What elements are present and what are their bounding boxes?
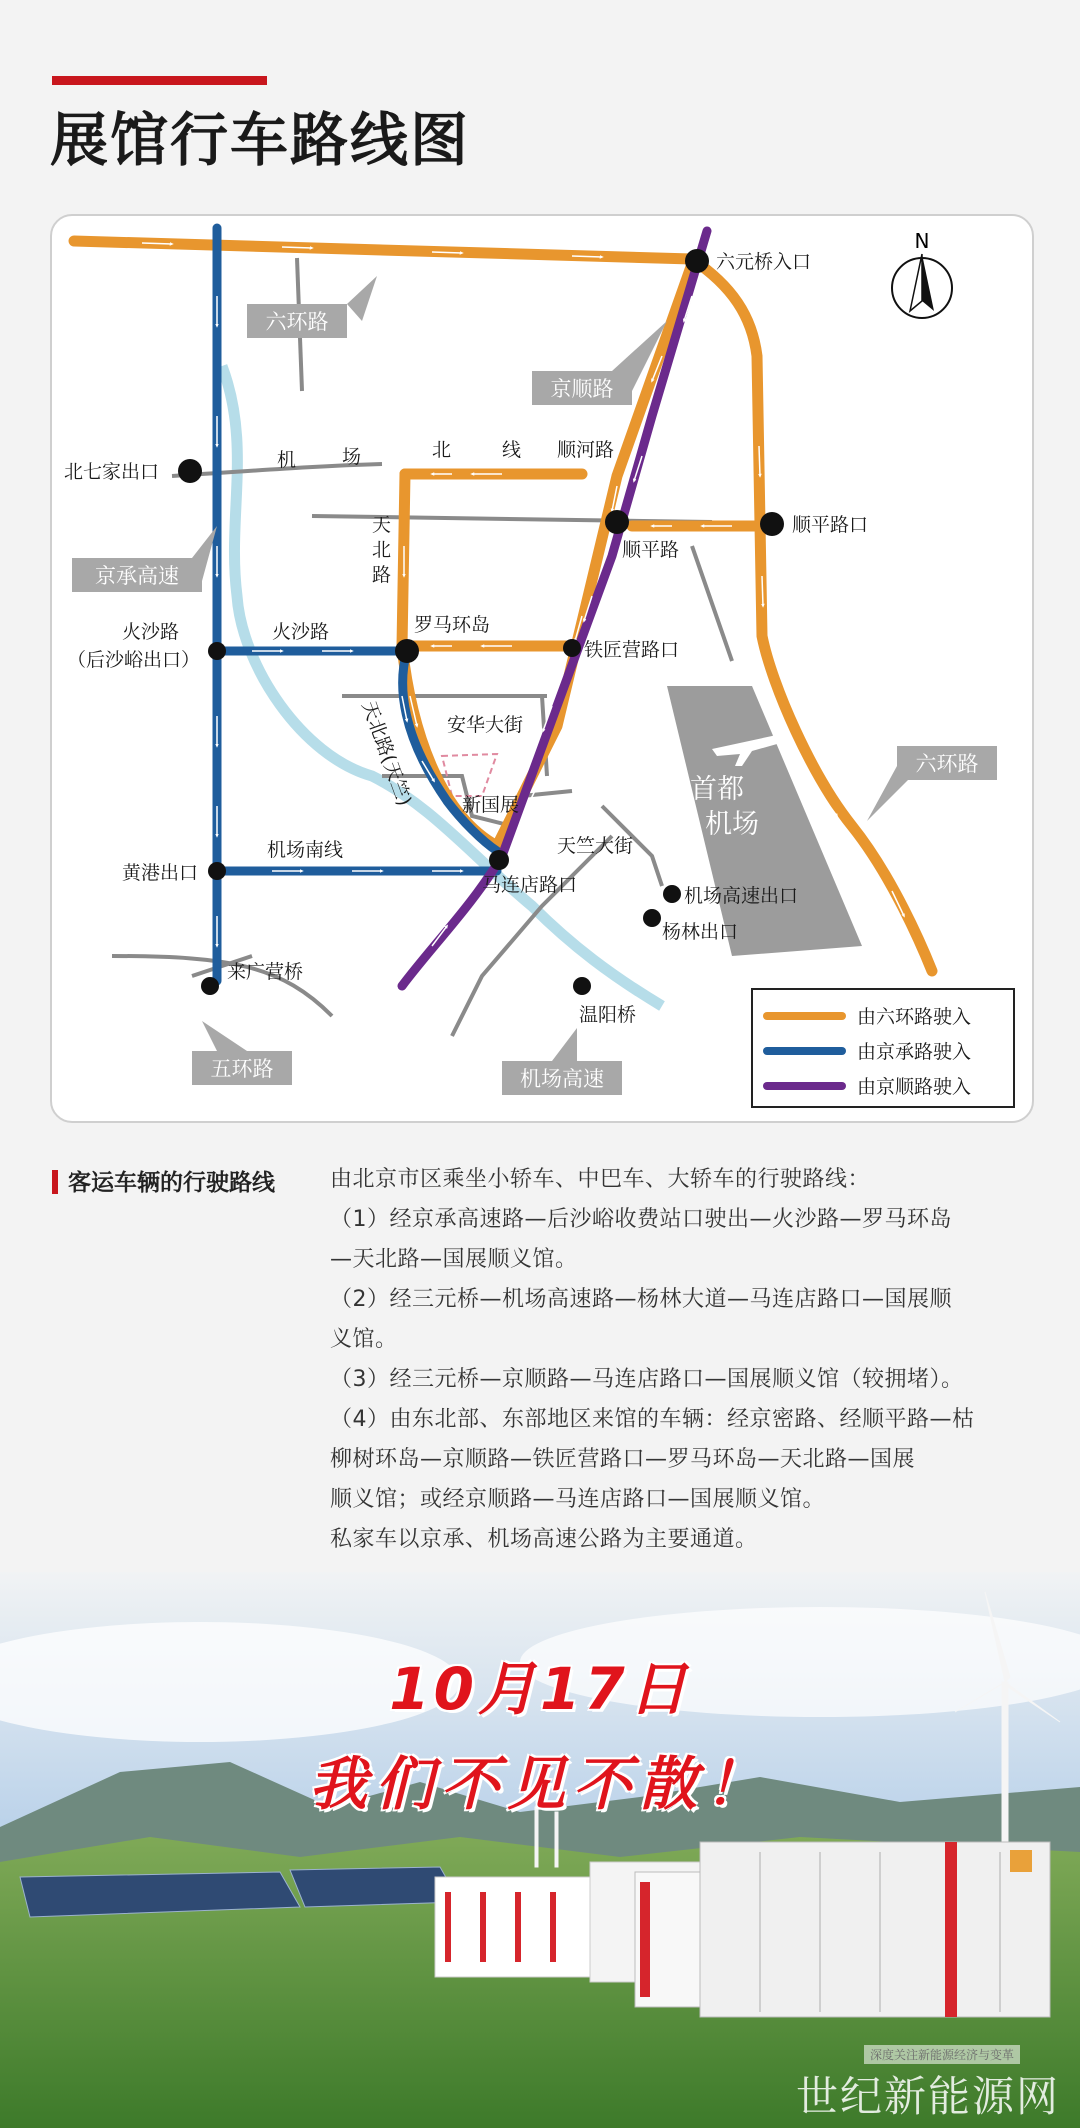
route-line: 顺义馆；或经京顺路—马连店路口—国展顺义馆。	[330, 1487, 826, 1512]
route-line: （3）经三元桥—京顺路—马连店路口—国展顺义馆（较拥堵）。	[330, 1367, 964, 1392]
page-title: 展馆行车路线图	[50, 106, 471, 174]
label-anhua: 安华大街	[447, 714, 524, 736]
label-laiguangying: 来广营桥	[227, 961, 304, 983]
label-huosha-road: 火沙路	[272, 621, 330, 643]
watermark-logo: 世纪新能源网	[795, 2072, 1060, 2121]
label-tianzhu: 天竺大街	[557, 835, 634, 857]
section-heading: 客运车辆的行驶路线	[68, 1170, 275, 1196]
label-airport-north-2: 场	[342, 446, 362, 468]
label-airport-south: 机场南线	[267, 839, 344, 861]
route-line: （2）经三元桥—机场高速路—杨林大道—马连店路口—国展顺	[330, 1287, 952, 1312]
airport-label-2: 机场	[705, 809, 759, 840]
route-line: 义馆。	[330, 1327, 398, 1352]
airport-label-1: 首都	[690, 774, 744, 805]
passenger-route-section	[50, 1160, 1030, 1560]
route-description	[330, 1160, 1030, 1560]
event-banner	[0, 1572, 1080, 2128]
label-huosha-exit-2: （后沙峪出口）	[67, 649, 201, 671]
route-line: 柳树环岛—京顺路—铁匠营路口—罗马环岛—天北路—国展	[330, 1447, 916, 1472]
route-line: （4）由东北部、东部地区来馆的车辆：经京密路、经顺平路—枯	[330, 1407, 975, 1432]
label-tianbei-1: 天	[372, 514, 392, 536]
label-airport-north-3: 北	[432, 439, 452, 461]
legend-label-jingcheng: 由京承路驶入	[857, 1041, 972, 1063]
label-beiqijia: 北七家出口	[64, 461, 160, 483]
legend-label-jingshun: 由京顺路驶入	[857, 1076, 972, 1098]
tag-ring5: 五环路	[210, 1057, 274, 1081]
label-wenyang: 温阳桥	[579, 1004, 637, 1026]
label-airport-exp-exit: 机场高速出口	[684, 885, 799, 907]
watermark-tagline: 深度关注新能源经济与变革	[864, 2045, 1020, 2064]
label-tianbei-2: 北	[372, 539, 392, 561]
jingcheng-route	[217, 228, 497, 981]
road-tags	[72, 276, 997, 1095]
label-airport-north-1: 机	[277, 449, 297, 471]
capital-airport-area	[667, 686, 862, 956]
label-roma: 罗马环岛	[414, 614, 491, 636]
route-line: 私家车以京承、机场高速公路为主要通道。	[330, 1527, 758, 1552]
label-tianbei-3: 路	[372, 564, 392, 586]
map-legend	[752, 989, 1014, 1107]
north-arrow-icon	[892, 229, 952, 318]
label-tianzhu-vertical: 天北路(天竺)	[357, 698, 416, 809]
legend-label-ring6: 由六环路驶入	[857, 1006, 972, 1028]
label-shunhe: 顺河路	[557, 439, 615, 461]
label-tiejiangying: 铁匠营路口	[584, 639, 680, 661]
tag-jingshun: 京顺路	[550, 377, 614, 401]
route-line: —天北路—国展顺义馆。	[330, 1247, 578, 1272]
tag-airport-expressway: 机场高速	[520, 1067, 604, 1091]
label-liuyuan-bridge: 六元桥入口	[716, 251, 812, 273]
route-map-canvas	[52, 216, 1032, 1121]
label-malian: 马连店路口	[482, 874, 578, 896]
route-line: （1）经京承高速路—后沙峪收费站口驶出—火沙路—罗马环岛	[330, 1207, 952, 1232]
tag-ring6-right: 六环路	[915, 752, 979, 776]
compass-label: N	[914, 229, 930, 253]
label-shunping-exit: 顺平路口	[792, 514, 869, 536]
label-airport-north-4: 线	[502, 439, 522, 461]
label-huosha-exit-1: 火沙路	[122, 621, 180, 643]
tag-ring6-top: 六环路	[265, 310, 329, 334]
tag-jingcheng: 京承高速	[95, 564, 179, 588]
title-accent-bar	[52, 76, 267, 85]
event-slogan: 我们不见不散！	[308, 1750, 771, 1818]
label-shunping-road: 顺平路	[622, 539, 680, 561]
label-huanggang: 黄港出口	[122, 862, 199, 884]
route-line: 由北京市区乘坐小轿车、中巴车、大轿车的行驶路线：	[330, 1167, 871, 1192]
label-xinguozhan: 新国展	[462, 794, 520, 816]
route-map	[50, 214, 1034, 1123]
event-date: 10月17日	[389, 1655, 691, 1723]
label-yanglin: 杨林出口	[662, 921, 739, 943]
section-accent-mark	[52, 1170, 58, 1194]
